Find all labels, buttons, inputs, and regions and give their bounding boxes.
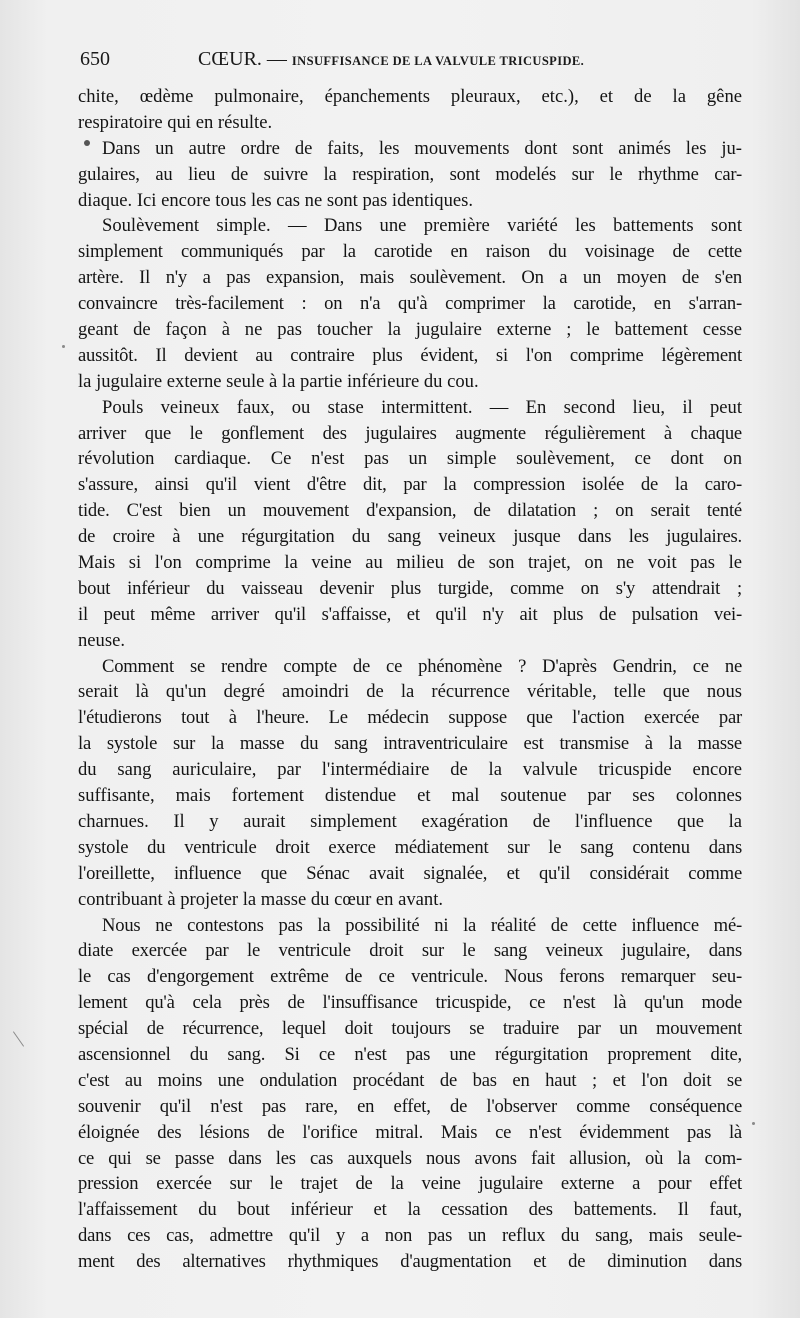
text-line: dans ces cas, admettre qu'il y a non pas un reflux du sang, mais seule- [78,1225,742,1247]
text-line: pression exercée sur le trajet de la veine jugulaire externe a pour effet [78,1173,742,1195]
page-number: 650 [80,48,110,70]
body-text [78,84,742,1275]
text-line: suffisante, mais fortement distendue et mal soutenue par ses colonnes [78,785,742,807]
text-line: charnues. Il y aurait simplement exagération de l'influence que la [78,810,742,832]
text-line: bout inférieur du vaisseau devenir plus turgide, comme on s'y attendrait ; [78,577,742,599]
margin-speck [84,140,90,146]
page-header [80,48,720,74]
text-line: ment des alternatives rhythmiques d'augmentation et de diminution dans [78,1251,742,1273]
text-line: respiratoire qui en résulte. [78,111,273,133]
running-head [198,48,584,71]
text-line: tide. C'est bien un mouvement d'expansion, de dilatation ; on serait tenté [78,500,742,522]
text-line: Nous ne contestons pas la possibilité ni la réalité de cette influence mé- [102,914,742,936]
text-line: Comment se rendre compte de ce phénomène ? D'après Gendrin, ce ne [102,655,742,677]
text-line: gulaires, au lieu de suivre la respiration, sont modelés sur le rhythme car- [78,163,742,185]
text-line: geant de façon à ne pas toucher la jugulaire externe ; le battement cesse [78,319,742,341]
text-line: serait là qu'un degré amoindri de la récurrence véritable, telle que nous [78,681,742,703]
running-head-title: CŒUR. [198,48,262,70]
text-line: il peut même arriver qu'il s'affaisse, et qu'il n'y ait plus de pulsation vei- [78,603,742,625]
text-line: artère. Il n'y a pas expansion, mais soulèvement. On a un moyen de s'en [78,267,742,289]
text-line: Soulèvement simple. — Dans une première variété les battements sont [102,215,742,237]
text-line: Mais si l'on comprime la veine au milieu de son trajet, on ne voit pas le [78,552,742,574]
text-line: de croire à une régurgitation du sang veineux jusque dans les jugulaires. [78,526,742,548]
text-line: Dans un autre ordre de faits, les mouvements dont sont animés les ju- [102,137,742,159]
text-line: simplement communiqués par la carotide en raison du voisinage de cette [78,241,742,263]
text-line: révolution cardiaque. Ce n'est pas un simple soulèvement, ce dont on [78,448,742,470]
text-line: la jugulaire externe seule à la partie inférieure du cou. [78,370,479,392]
text-line: c'est au moins une ondulation procédant de bas en haut ; et l'on doit se [78,1069,742,1091]
margin-speck [752,1122,755,1125]
text-line: Pouls veineux faux, ou stase intermittent. — En second lieu, il peut [102,396,742,418]
text-line: ascensionnel du sang. Si ce n'est pas une régurgitation proprement dite, [78,1043,742,1065]
text-line: l'oreillette, influence que Sénac avait signalée, et qu'il considérait comme [78,862,742,884]
margin-scratch [13,1031,24,1046]
text-line: lement qu'à cela près de l'insuffisance tricuspide, ce n'est là qu'un mode [78,992,742,1014]
text-line: ce qui se passe dans les cas auxquels nous avons fait allusion, où la com- [78,1147,742,1169]
text-line: l'affaissement du bout inférieur et la cessation des battements. Il faut, [78,1199,742,1221]
text-line: s'assure, ainsi qu'il vient d'être dit, par la compression isolée de la caro- [78,474,742,496]
text-line: chite, œdème pulmonaire, épanchements pleuraux, etc.), et de la gêne [78,86,742,107]
text-line: du sang auriculaire, par l'intermédiaire de la valvule tricuspide encore [78,759,742,781]
text-line: convaincre très-facilement : on n'a qu'à comprimer la carotide, en s'arran- [78,293,742,315]
text-line: éloignée des lésions de l'orifice mitral. Mais ce n'est évidemment pas là [78,1121,742,1143]
text-line: neuse. [78,629,125,651]
text-line: le cas d'engorgement extrême de ce ventricule. Nous ferons remarquer seu- [78,966,742,988]
text-line: souvenir qu'il n'est pas rare, en effet, de l'observer comme conséquence [78,1095,742,1117]
running-head-subtitle: INSUFFISANCE DE LA VALVULE TRICUSPIDE. [291,54,585,68]
text-line: arriver que le gonflement des jugulaires augmente régulièrement à chaque [78,422,742,444]
text-line: la systole sur la masse du sang intraventriculaire est transmise à la masse [78,733,742,755]
running-head-separator: — [261,48,292,70]
text-line: spécial de récurrence, lequel doit toujours se traduire par un mouvement [78,1018,742,1040]
text-line: aussitôt. Il devient au contraire plus évident, si l'on comprime légèrement [78,344,742,366]
text-line: contribuant à projeter la masse du cœur en avant. [78,888,444,910]
text-line: diaque. Ici encore tous les cas ne sont pas identiques. [78,189,473,211]
text-line: diate exercée par le ventricule droit sur le sang veineux jugulaire, dans [78,940,742,962]
text-line: l'étudierons tout à l'heure. Le médecin suppose que l'action exercée par [78,707,742,729]
margin-speck [62,345,65,348]
text-line: systole du ventricule droit exerce médiatement sur le sang contenu dans [78,836,742,858]
